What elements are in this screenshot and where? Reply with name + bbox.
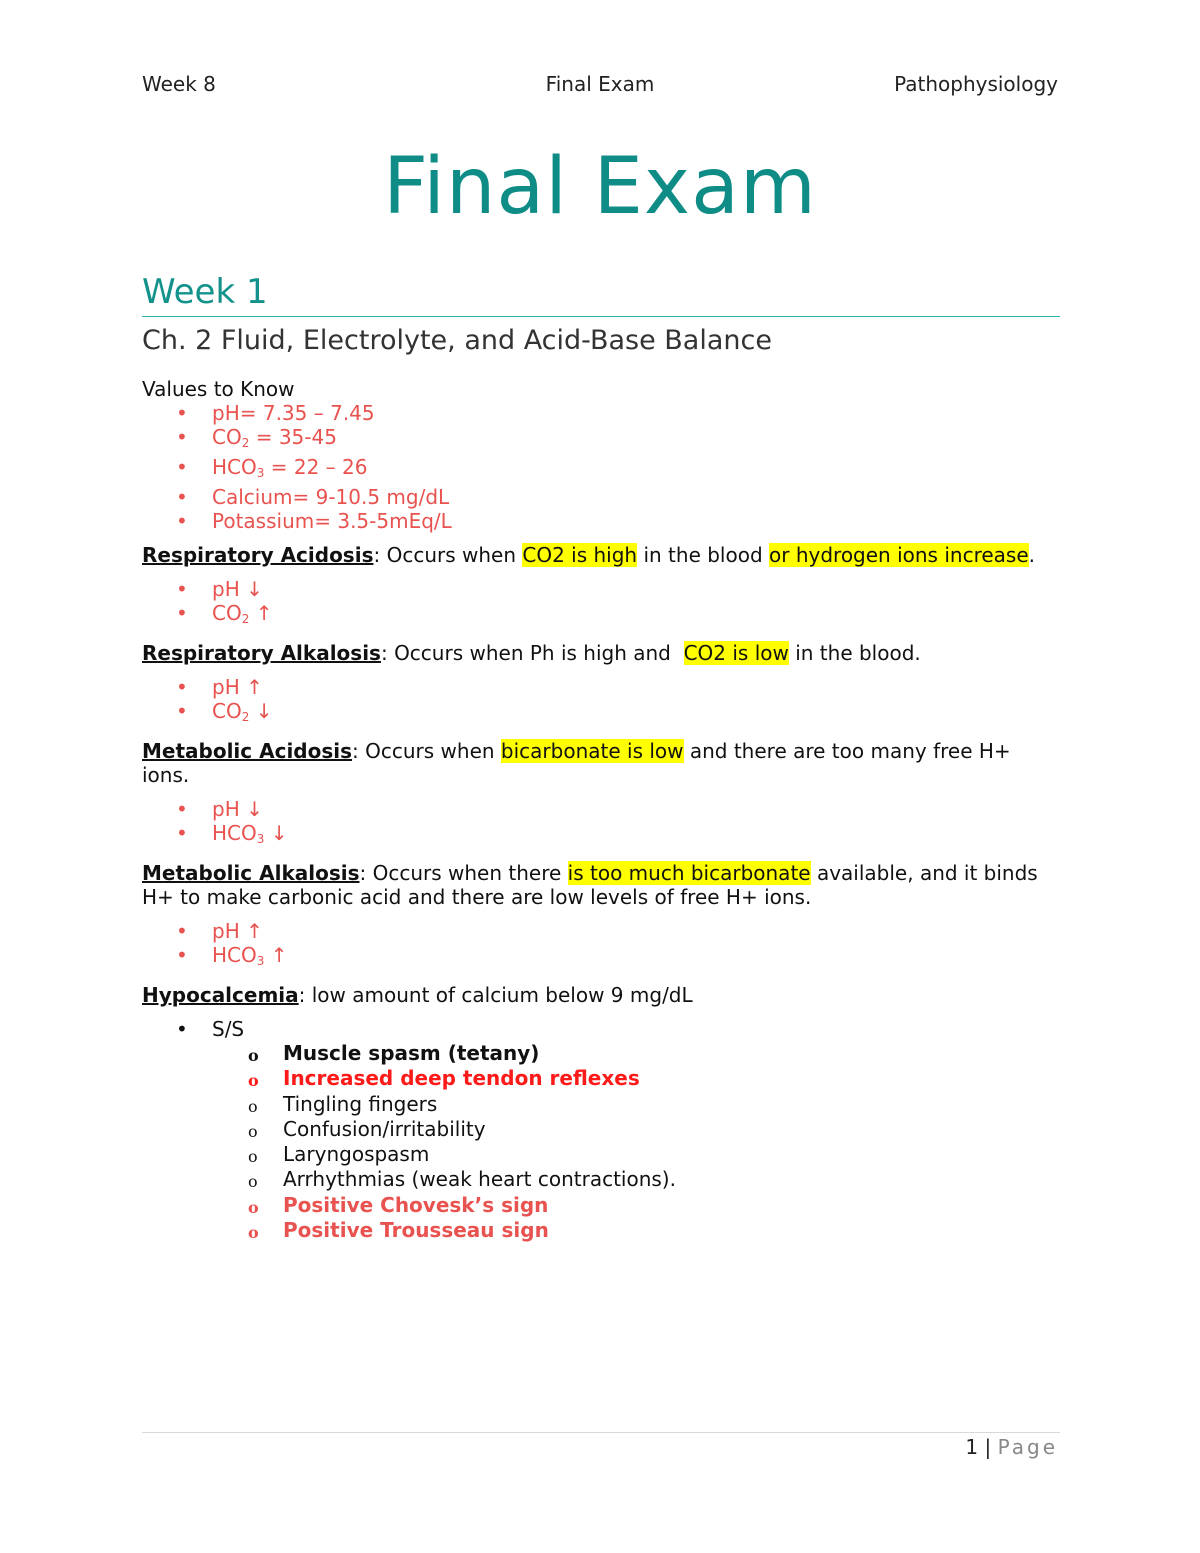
list-item: o Positive Chovesk’s sign <box>142 1193 1060 1218</box>
list-item: • S/S <box>176 1017 245 1041</box>
metabolic-acidosis-paragraph: Metabolic Acidosis: Occurs when bicarbonate is low and there are too many free H+ ions. <box>142 739 1011 787</box>
chapter-heading: Ch. 2 Fluid, Electrolyte, and Acid-Base Balance <box>142 325 772 356</box>
respiratory-alkalosis-list <box>142 675 1060 729</box>
values-list <box>142 401 1060 533</box>
highlight: CO2 is low <box>683 641 789 665</box>
highlight: CO2 is high <box>522 543 638 567</box>
list-item: • pH ↑ <box>176 919 263 943</box>
bullet-icon: • <box>176 577 188 601</box>
list-item: o Positive Trousseau sign <box>142 1218 1060 1243</box>
metabolic-alkalosis-paragraph: Metabolic Alkalosis: Occurs when there is too much bicarbonate available, and it binds H+ to make carbonic acid and there are low levels of free H+ ions. <box>142 861 1038 909</box>
list-item: • $HCO_3 = 22 - 26$ <box>176 455 368 480</box>
bullet-icon: • <box>176 1017 188 1041</box>
circle-bullet-icon: o <box>248 1197 259 1217</box>
hypocalcemia-list <box>142 1017 1060 1041</box>
list-item: o Tingling fingers <box>142 1092 1060 1117</box>
bullet-icon: • <box>176 797 188 821</box>
bullet-icon: • <box>176 943 188 967</box>
list-item: • $HCO_3$ ↓ <box>176 821 288 846</box>
term-respiratory-acidosis: Respiratory Acidosis <box>142 543 374 567</box>
list-item: • $CO_2 = 35-45$ <box>176 425 337 450</box>
bullet-icon: • <box>176 821 188 845</box>
metabolic-acidosis-list <box>142 797 1060 851</box>
signs-list <box>142 1041 1060 1243</box>
list-item: • Calcium= 9-10.5 mg/dL <box>176 485 450 509</box>
metabolic-alkalosis-list <box>142 919 1060 973</box>
list-item: • $CO_2$ ↑ <box>176 601 273 626</box>
header-left: Week 8 <box>142 72 216 96</box>
footer-divider <box>142 1432 1060 1433</box>
bullet-icon: • <box>176 919 188 943</box>
page-number: 1 <box>965 1435 979 1459</box>
list-item: • pH ↓ <box>176 577 263 601</box>
respiratory-alkalosis-paragraph: Respiratory Alkalosis: Occurs when Ph is high and CO2 is low in the blood. <box>142 641 921 665</box>
bullet-icon: • <box>176 425 188 449</box>
circle-bullet-icon: o <box>248 1147 258 1167</box>
bullet-icon: • <box>176 485 188 509</box>
header-center: Final Exam <box>545 72 655 96</box>
circle-bullet-icon: o <box>248 1071 259 1091</box>
list-item: • Potassium= 3.5-5mEq/L <box>176 509 452 533</box>
list-item: • pH ↑ <box>176 675 263 699</box>
document-body <box>142 270 1060 1243</box>
page-label: Page <box>997 1435 1058 1459</box>
circle-bullet-icon: o <box>248 1121 258 1141</box>
term-hypocalcemia: Hypocalcemia <box>142 983 299 1007</box>
bullet-icon: • <box>176 401 188 425</box>
list-item: • pH ↓ <box>176 797 263 821</box>
document-title: Final Exam <box>383 142 817 232</box>
bullet-icon: • <box>176 509 188 533</box>
circle-bullet-icon: o <box>248 1046 259 1065</box>
term-metabolic-acidosis: Metabolic Acidosis <box>142 739 353 763</box>
circle-bullet-icon: o <box>248 1096 258 1116</box>
circle-bullet-icon: o <box>248 1172 258 1192</box>
bullet-icon: • <box>176 455 188 479</box>
highlight: or hydrogen ions increase <box>769 543 1029 567</box>
page-footer: 1 | Page <box>965 1435 1058 1459</box>
section-heading: Week 1 <box>142 270 1060 317</box>
header-right: Pathophysiology <box>894 72 1058 96</box>
term-respiratory-alkalosis: Respiratory Alkalosis <box>142 641 381 665</box>
list-item: o Increased deep tendon reflexes <box>142 1066 1060 1091</box>
list-item: • pH= 7.35 – 7.45 <box>176 401 375 425</box>
highlight: is too much bicarbonate <box>567 861 811 885</box>
respiratory-acidosis-list <box>142 577 1060 631</box>
circle-bullet-icon: o <box>248 1223 259 1243</box>
bullet-icon: • <box>176 675 188 699</box>
list-item: • $HCO_3$ ↑ <box>176 943 288 968</box>
values-label: Values to Know <box>142 377 295 401</box>
bullet-icon: • <box>176 699 188 723</box>
list-item: o Laryngospasm <box>142 1142 1060 1167</box>
list-item: o Muscle spasm (tetany) <box>142 1041 1060 1066</box>
term-metabolic-alkalosis: Metabolic Alkalosis <box>142 861 360 885</box>
hypocalcemia-paragraph: Hypocalcemia: low amount of calcium below 9 mg/dL <box>142 983 693 1007</box>
list-item: • $CO_2$ ↓ <box>176 699 273 724</box>
bullet-icon: • <box>176 601 188 625</box>
list-item: o Confusion/irritability <box>142 1117 1060 1142</box>
respiratory-acidosis-paragraph: Respiratory Acidosis: Occurs when CO2 is high in the blood or hydrogen ions increase. <box>142 543 1035 567</box>
list-item: o Arrhythmias (weak heart contractions). <box>142 1167 1060 1192</box>
highlight: bicarbonate is low <box>500 739 684 763</box>
